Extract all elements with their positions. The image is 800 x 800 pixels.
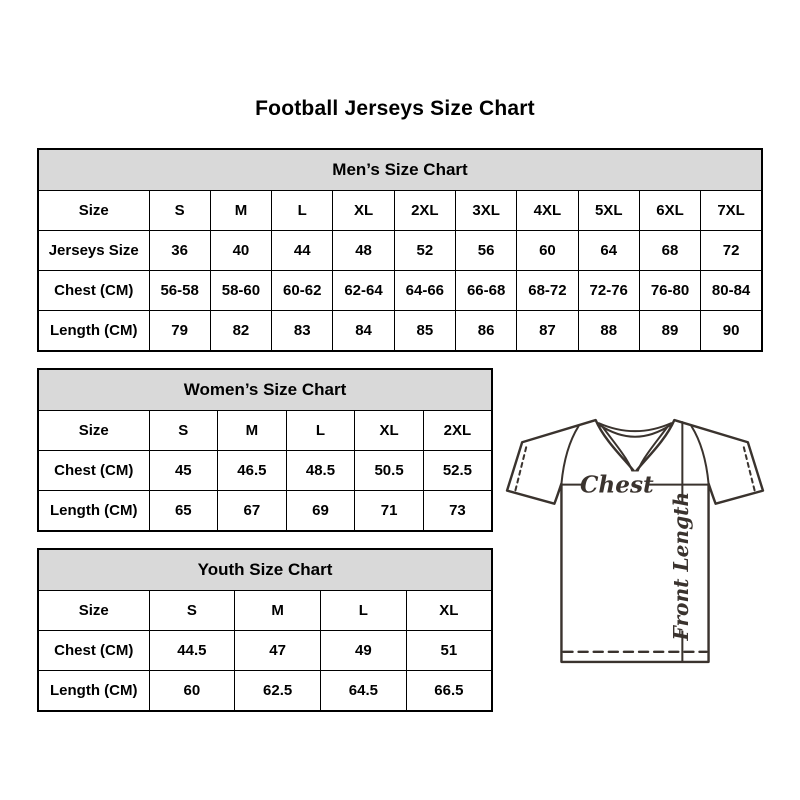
chest-measure-label: Chest (579, 471, 654, 499)
table-row (38, 271, 762, 311)
cell-value: 51 (406, 631, 492, 671)
front-length-measure-label: Front Length (668, 491, 693, 641)
cell-value: 44 (272, 231, 333, 271)
cell-value: 5XL (578, 191, 639, 231)
table-row (38, 451, 492, 491)
cell-value: 40 (210, 231, 271, 271)
table-row (38, 491, 492, 532)
left-cuff-dashed-line (515, 447, 526, 491)
cell-value: 7XL (701, 191, 762, 231)
cell-value: 66.5 (406, 671, 492, 712)
table-title: Women’s Size Chart (38, 369, 492, 411)
cell-value: 52 (394, 231, 455, 271)
cell-value: 67 (218, 491, 287, 532)
row-label: Chest (CM) (38, 271, 149, 311)
page-title: Football Jerseys Size Chart (255, 97, 535, 120)
cell-value: L (272, 191, 333, 231)
cell-value: 47 (235, 631, 321, 671)
cell-value: XL (406, 591, 492, 631)
row-label: Jerseys Size (38, 231, 149, 271)
right-sleeve-seam (691, 426, 708, 483)
table-row (38, 631, 492, 671)
cell-value: 4XL (517, 191, 578, 231)
row-label: Length (CM) (38, 671, 149, 712)
cell-value: 62-64 (333, 271, 394, 311)
cell-value: 85 (394, 311, 455, 352)
cell-value: 6XL (639, 191, 700, 231)
cell-value: 56 (455, 231, 516, 271)
jersey-icon (502, 414, 768, 668)
right-cuff-dashed-line (744, 447, 755, 491)
table-row (38, 191, 762, 231)
cell-value: 62.5 (235, 671, 321, 712)
cell-value: 69 (286, 491, 355, 532)
cell-value: 64.5 (321, 671, 407, 712)
table-row (38, 671, 492, 712)
mens-size-table (37, 148, 763, 352)
cell-value: 72-76 (578, 271, 639, 311)
womens-size-table (37, 368, 493, 532)
cell-value: 45 (149, 451, 218, 491)
cell-value: 88 (578, 311, 639, 352)
table-title-row (38, 369, 492, 411)
cell-value: 71 (355, 491, 424, 532)
cell-value: 65 (149, 491, 218, 532)
cell-value: 60 (149, 671, 235, 712)
cell-value: 84 (333, 311, 394, 352)
cell-value: M (235, 591, 321, 631)
cell-value: 60-62 (272, 271, 333, 311)
cell-value: 50.5 (355, 451, 424, 491)
cell-value: 66-68 (455, 271, 516, 311)
cell-value: 60 (517, 231, 578, 271)
row-label: Size (38, 191, 149, 231)
jersey-outline (507, 420, 763, 662)
row-label: Length (CM) (38, 491, 149, 532)
cell-value: M (210, 191, 271, 231)
cell-value: 79 (149, 311, 210, 352)
cell-value: 48.5 (286, 451, 355, 491)
table-row (38, 411, 492, 451)
cell-value: 2XL (423, 411, 492, 451)
cell-value: 3XL (455, 191, 516, 231)
table-title: Men’s Size Chart (38, 149, 762, 191)
cell-value: 87 (517, 311, 578, 352)
row-label: Chest (CM) (38, 631, 149, 671)
cell-value: XL (355, 411, 424, 451)
row-label: Size (38, 411, 149, 451)
cell-value: 44.5 (149, 631, 235, 671)
cell-value: 89 (639, 311, 700, 352)
cell-value: 72 (701, 231, 762, 271)
cell-value: 73 (423, 491, 492, 532)
table-row (38, 591, 492, 631)
table-row (38, 231, 762, 271)
table-title: Youth Size Chart (38, 549, 492, 591)
cell-value: S (149, 411, 218, 451)
row-label: Length (CM) (38, 311, 149, 352)
jersey-measurement-diagram (502, 414, 768, 668)
cell-value: 64 (578, 231, 639, 271)
row-label: Size (38, 591, 149, 631)
cell-value: M (218, 411, 287, 451)
cell-value: 68 (639, 231, 700, 271)
cell-value: 56-58 (149, 271, 210, 311)
cell-value: XL (333, 191, 394, 231)
cell-value: 76-80 (639, 271, 700, 311)
cell-value: 90 (701, 311, 762, 352)
cell-value: 36 (149, 231, 210, 271)
row-label: Chest (CM) (38, 451, 149, 491)
cell-value: S (149, 191, 210, 231)
cell-value: 86 (455, 311, 516, 352)
cell-value: 52.5 (423, 451, 492, 491)
cell-value: 46.5 (218, 451, 287, 491)
cell-value: 49 (321, 631, 407, 671)
cell-value: 82 (210, 311, 271, 352)
cell-value: 68-72 (517, 271, 578, 311)
youth-size-table (37, 548, 493, 712)
cell-value: 2XL (394, 191, 455, 231)
cell-value: S (149, 591, 235, 631)
table-title-row (38, 149, 762, 191)
cell-value: 80-84 (701, 271, 762, 311)
table-row (38, 311, 762, 352)
table-title-row (38, 549, 492, 591)
left-sleeve-seam (561, 426, 578, 483)
cell-value: L (321, 591, 407, 631)
cell-value: 48 (333, 231, 394, 271)
cell-value: 83 (272, 311, 333, 352)
cell-value: 58-60 (210, 271, 271, 311)
cell-value: L (286, 411, 355, 451)
cell-value: 64-66 (394, 271, 455, 311)
